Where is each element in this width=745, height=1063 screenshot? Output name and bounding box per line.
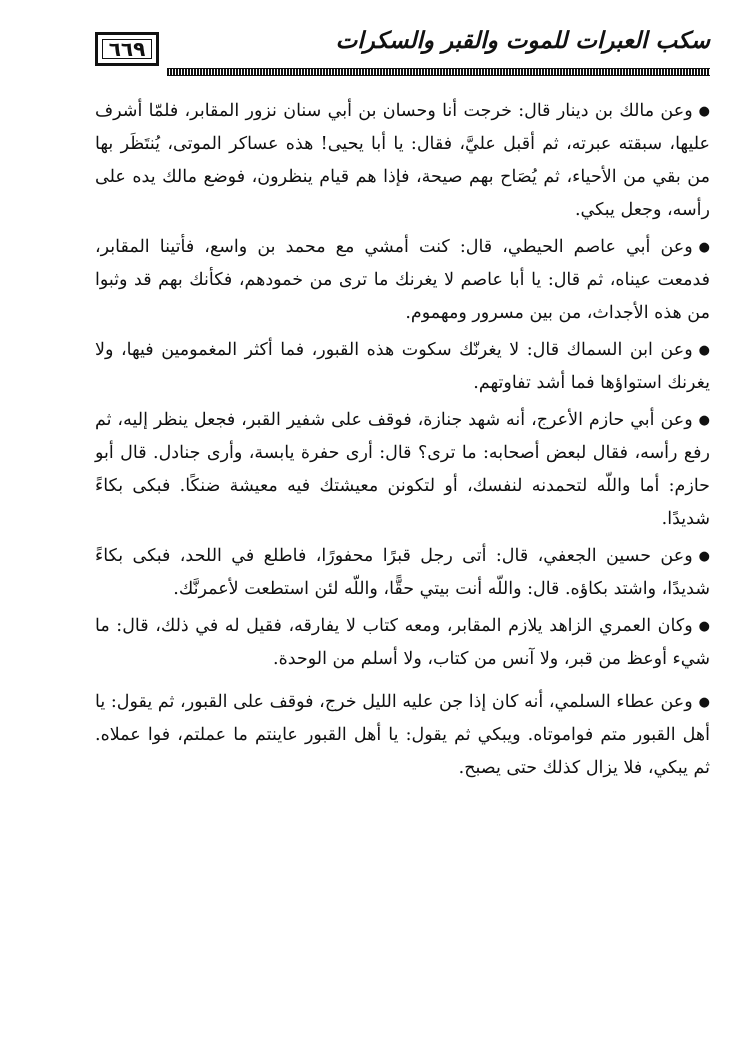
paragraph-text: وعن أبي عاصم الحيطي، قال: كنت أمشي مع محمد بن واسع، فأتينا المقابر، فدمعت عيناه، ثم قال: يا أبا عاصم لا يغرنك ما ترى من خمودهم، فكأنك بهم قد وثبوا من هذه الأجداث، من بين مسرور ومهموم. — [95, 237, 710, 323]
page-body — [95, 95, 710, 789]
page-number-box — [95, 32, 159, 66]
paragraph — [95, 610, 710, 676]
bullet-icon: ● — [698, 695, 710, 710]
paragraph-text: وعن أبي حازم الأعرج، أنه شهد جنازة، فوقف على شفير القبر، فجعل ينظر إليه، ثم رفع رأسه، فقال لبعض أصحابه: ما ترى؟ قال: أرى حفرة يابسة، وأرى جنادل. قال أبو حازم: أما واللّه لتحمدنه لنفسك، أو لتكونن معيشتك فيه معيشة ضنكًا. فبكى بكاءً شديدًا. — [95, 410, 710, 529]
page-header — [95, 24, 710, 76]
header-rule — [167, 68, 710, 76]
bullet-icon: ● — [698, 240, 710, 255]
paragraph-text: وعن ابن السماك قال: لا يغرنّك سكوت هذه القبور، فما أكثر المغمومين فيها، ولا يغرنك استواؤها فما أشد تفاوتهم. — [95, 340, 710, 393]
bullet-icon: ● — [698, 619, 710, 634]
paragraph — [95, 686, 710, 785]
paragraph-text: وعن مالك بن دينار قال: خرجت أنا وحسان بن أبي سنان نزور المقابر، فلمّا أشرف عليها، سبقته عبرته، ثم أقبل عليَّ، فقال: يا أبا يحيى! هذه عساكر الموتى، يُنتَظَر بها من بقي من الأحياء، ثم يُصَاح بهم صيحة، فإذا هم قيام ينظرون، فوضع مالك يده على رأسه، وجعل يبكي. — [95, 101, 710, 220]
running-title: سكب العبرات للموت والقبر والسكرات — [335, 28, 710, 54]
bullet-icon: ● — [698, 343, 710, 358]
paragraph — [95, 404, 710, 536]
bullet-icon: ● — [698, 104, 710, 119]
bullet-icon: ● — [698, 549, 710, 564]
paragraph-text: وعن عطاء السلمي، أنه كان إذا جن عليه الليل خرج، فوقف على القبور، ثم يقول: يا أهل القبور متم فواموتاه. ويبكي ثم يقول: يا أهل القبور عاينتم ما عملتم، فوا عملاه. ثم يبكي، فلا يزال كذلك حتى يصبح. — [95, 692, 710, 778]
paragraph — [95, 334, 710, 400]
paragraph — [95, 231, 710, 330]
bullet-icon: ● — [698, 413, 710, 428]
page-number: ٦٦٩ — [108, 37, 146, 61]
paragraph — [95, 540, 710, 606]
paragraph-text: وكان العمري الزاهد يلازم المقابر، ومعه كتاب لا يفارقه، فقيل له في ذلك، قال: ما شيء أوعظ من قبر، ولا آنس من كتاب، ولا أسلم من الوحدة. — [95, 616, 710, 669]
paragraph-text: وعن حسين الجعفي، قال: أتى رجل قبرًا محفورًا، فاطلع في اللحد، فبكى بكاءً شديدًا، واشتد بكاؤه. قال: واللّه أنت بيتي حقًّا، واللّه لئن استطعت لأعمرنَّك. — [95, 546, 710, 599]
paragraph — [95, 95, 710, 227]
